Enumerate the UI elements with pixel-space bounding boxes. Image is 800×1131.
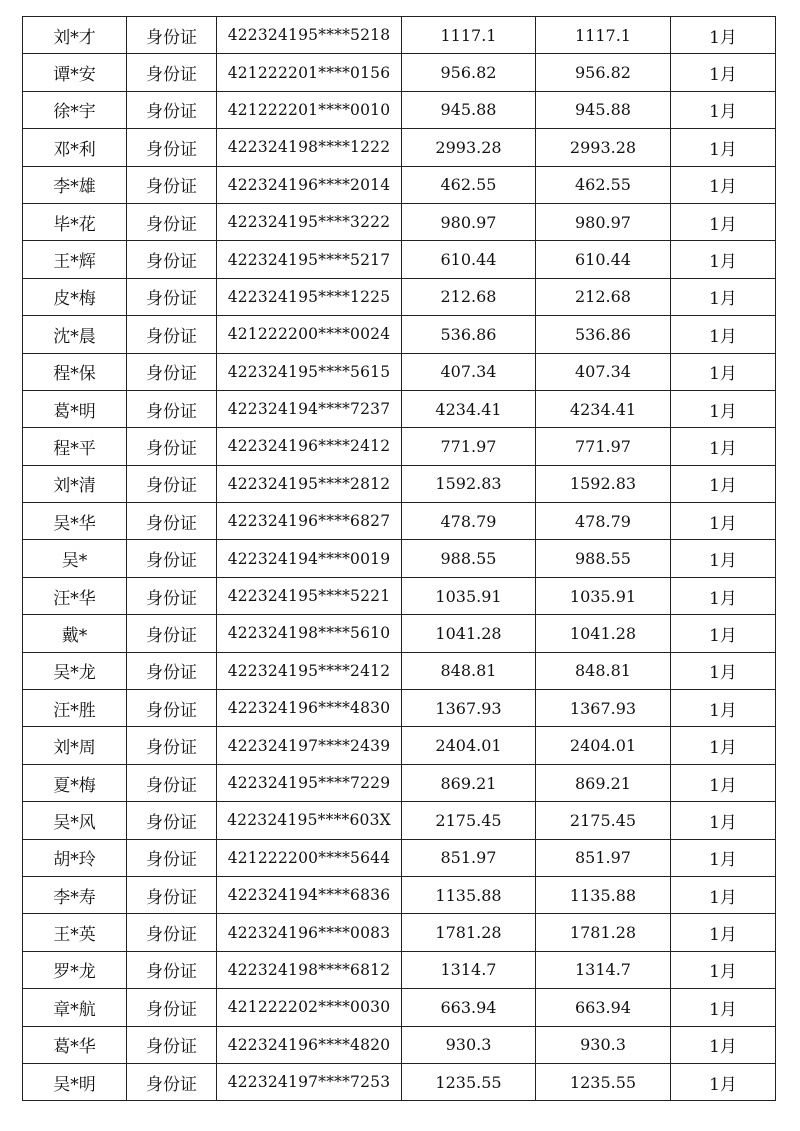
month-cell: 1月 (671, 203, 776, 240)
id-number-cell: 422324195****3222 (217, 203, 402, 240)
table-row (23, 390, 776, 427)
id-type-cell: 身份证 (127, 802, 217, 839)
month-cell: 1月 (671, 615, 776, 652)
amount-cell: 2993.28 (402, 129, 536, 166)
table-row (23, 166, 776, 203)
month-cell: 1月 (671, 465, 776, 502)
month-cell: 1月 (671, 876, 776, 913)
amount-cell: 980.97 (402, 203, 536, 240)
month-cell: 1月 (671, 278, 776, 315)
person-name-cell: 吴* (23, 540, 127, 577)
id-number-cell: 421222201****0156 (217, 54, 402, 91)
person-name-cell: 罗*龙 (23, 951, 127, 988)
amount-total-cell: 478.79 (536, 503, 671, 540)
id-number-cell: 422324197****7253 (217, 1063, 402, 1100)
id-number-cell: 422324194****6836 (217, 876, 402, 913)
table-row (23, 428, 776, 465)
table-row (23, 278, 776, 315)
person-name-cell: 徐*宇 (23, 91, 127, 128)
amount-cell: 212.68 (402, 278, 536, 315)
id-number-cell: 422324196****2014 (217, 166, 402, 203)
amount-cell: 848.81 (402, 652, 536, 689)
person-name-cell: 谭*安 (23, 54, 127, 91)
amount-cell: 1035.91 (402, 577, 536, 614)
id-type-cell: 身份证 (127, 876, 217, 913)
month-cell: 1月 (671, 166, 776, 203)
id-type-cell: 身份证 (127, 503, 217, 540)
records-table (22, 16, 776, 1101)
id-type-cell: 身份证 (127, 166, 217, 203)
table-row (23, 727, 776, 764)
person-name-cell: 刘*周 (23, 727, 127, 764)
month-cell: 1月 (671, 503, 776, 540)
amount-cell: 771.97 (402, 428, 536, 465)
id-number-cell: 422324195****2812 (217, 465, 402, 502)
month-cell: 1月 (671, 989, 776, 1026)
person-name-cell: 胡*玲 (23, 839, 127, 876)
id-type-cell: 身份证 (127, 241, 217, 278)
id-type-cell: 身份证 (127, 278, 217, 315)
person-name-cell: 王*辉 (23, 241, 127, 278)
table-row (23, 353, 776, 390)
id-number-cell: 422324195****7229 (217, 764, 402, 801)
table-row (23, 540, 776, 577)
amount-cell: 2404.01 (402, 727, 536, 764)
person-name-cell: 章*航 (23, 989, 127, 1026)
id-number-cell: 422324195****1225 (217, 278, 402, 315)
id-type-cell: 身份证 (127, 764, 217, 801)
id-type-cell: 身份证 (127, 17, 217, 54)
amount-cell: 2175.45 (402, 802, 536, 839)
id-number-cell: 421222200****0024 (217, 316, 402, 353)
amount-total-cell: 851.97 (536, 839, 671, 876)
amount-cell: 4234.41 (402, 390, 536, 427)
month-cell: 1月 (671, 353, 776, 390)
id-type-cell: 身份证 (127, 914, 217, 951)
amount-cell: 1135.88 (402, 876, 536, 913)
amount-total-cell: 930.3 (536, 1026, 671, 1063)
id-type-cell: 身份证 (127, 951, 217, 988)
id-type-cell: 身份证 (127, 316, 217, 353)
id-type-cell: 身份证 (127, 577, 217, 614)
person-name-cell: 程*平 (23, 428, 127, 465)
person-name-cell: 李*寿 (23, 876, 127, 913)
id-type-cell: 身份证 (127, 91, 217, 128)
amount-cell: 945.88 (402, 91, 536, 128)
amount-cell: 462.55 (402, 166, 536, 203)
person-name-cell: 吴*风 (23, 802, 127, 839)
amount-cell: 930.3 (402, 1026, 536, 1063)
amount-cell: 1781.28 (402, 914, 536, 951)
id-type-cell: 身份证 (127, 652, 217, 689)
id-type-cell: 身份证 (127, 727, 217, 764)
id-number-cell: 422324198****1222 (217, 129, 402, 166)
month-cell: 1月 (671, 428, 776, 465)
table-row (23, 241, 776, 278)
person-name-cell: 吴*龙 (23, 652, 127, 689)
amount-cell: 478.79 (402, 503, 536, 540)
amount-total-cell: 536.86 (536, 316, 671, 353)
month-cell: 1月 (671, 390, 776, 427)
table-row (23, 129, 776, 166)
month-cell: 1月 (671, 241, 776, 278)
amount-cell: 407.34 (402, 353, 536, 390)
amount-total-cell: 610.44 (536, 241, 671, 278)
person-name-cell: 葛*华 (23, 1026, 127, 1063)
person-name-cell: 刘*清 (23, 465, 127, 502)
amount-total-cell: 2175.45 (536, 802, 671, 839)
records-body (23, 17, 776, 1101)
table-row (23, 802, 776, 839)
table-row (23, 951, 776, 988)
id-type-cell: 身份证 (127, 540, 217, 577)
person-name-cell: 戴* (23, 615, 127, 652)
table-row (23, 577, 776, 614)
table-row (23, 615, 776, 652)
amount-total-cell: 1314.7 (536, 951, 671, 988)
amount-cell: 851.97 (402, 839, 536, 876)
table-row (23, 203, 776, 240)
amount-cell: 956.82 (402, 54, 536, 91)
id-number-cell: 422324196****4830 (217, 690, 402, 727)
amount-total-cell: 848.81 (536, 652, 671, 689)
table-row (23, 503, 776, 540)
month-cell: 1月 (671, 914, 776, 951)
person-name-cell: 皮*梅 (23, 278, 127, 315)
id-number-cell: 422324195****5218 (217, 17, 402, 54)
person-name-cell: 汪*胜 (23, 690, 127, 727)
person-name-cell: 葛*明 (23, 390, 127, 427)
table-row (23, 316, 776, 353)
amount-cell: 1117.1 (402, 17, 536, 54)
person-name-cell: 邓*利 (23, 129, 127, 166)
amount-total-cell: 771.97 (536, 428, 671, 465)
id-number-cell: 422324196****0083 (217, 914, 402, 951)
id-number-cell: 422324198****6812 (217, 951, 402, 988)
amount-total-cell: 462.55 (536, 166, 671, 203)
month-cell: 1月 (671, 764, 776, 801)
amount-cell: 663.94 (402, 989, 536, 1026)
amount-total-cell: 988.55 (536, 540, 671, 577)
amount-cell: 1367.93 (402, 690, 536, 727)
amount-total-cell: 1235.55 (536, 1063, 671, 1100)
id-number-cell: 422324195****5217 (217, 241, 402, 278)
table-row (23, 914, 776, 951)
month-cell: 1月 (671, 1026, 776, 1063)
id-type-cell: 身份证 (127, 353, 217, 390)
id-type-cell: 身份证 (127, 203, 217, 240)
amount-total-cell: 956.82 (536, 54, 671, 91)
month-cell: 1月 (671, 727, 776, 764)
id-type-cell: 身份证 (127, 1063, 217, 1100)
amount-total-cell: 1135.88 (536, 876, 671, 913)
amount-total-cell: 407.34 (536, 353, 671, 390)
amount-total-cell: 1592.83 (536, 465, 671, 502)
table-row (23, 652, 776, 689)
table-row (23, 876, 776, 913)
id-type-cell: 身份证 (127, 54, 217, 91)
amount-cell: 1041.28 (402, 615, 536, 652)
person-name-cell: 夏*梅 (23, 764, 127, 801)
month-cell: 1月 (671, 1063, 776, 1100)
id-type-cell: 身份证 (127, 129, 217, 166)
month-cell: 1月 (671, 802, 776, 839)
amount-cell: 610.44 (402, 241, 536, 278)
amount-cell: 1235.55 (402, 1063, 536, 1100)
table-row (23, 17, 776, 54)
amount-total-cell: 1117.1 (536, 17, 671, 54)
month-cell: 1月 (671, 54, 776, 91)
person-name-cell: 汪*华 (23, 577, 127, 614)
month-cell: 1月 (671, 129, 776, 166)
id-number-cell: 422324195****603X (217, 802, 402, 839)
id-number-cell: 422324198****5610 (217, 615, 402, 652)
id-number-cell: 422324194****7237 (217, 390, 402, 427)
table-row (23, 690, 776, 727)
id-type-cell: 身份证 (127, 615, 217, 652)
amount-total-cell: 945.88 (536, 91, 671, 128)
id-type-cell: 身份证 (127, 465, 217, 502)
id-number-cell: 422324196****4820 (217, 1026, 402, 1063)
amount-total-cell: 980.97 (536, 203, 671, 240)
amount-cell: 536.86 (402, 316, 536, 353)
amount-total-cell: 663.94 (536, 989, 671, 1026)
id-number-cell: 422324195****5615 (217, 353, 402, 390)
month-cell: 1月 (671, 577, 776, 614)
id-type-cell: 身份证 (127, 839, 217, 876)
table-row (23, 465, 776, 502)
month-cell: 1月 (671, 316, 776, 353)
table-row (23, 1026, 776, 1063)
amount-total-cell: 212.68 (536, 278, 671, 315)
person-name-cell: 刘*才 (23, 17, 127, 54)
month-cell: 1月 (671, 17, 776, 54)
amount-total-cell: 4234.41 (536, 390, 671, 427)
amount-cell: 1314.7 (402, 951, 536, 988)
id-number-cell: 422324196****2412 (217, 428, 402, 465)
id-number-cell: 421222201****0010 (217, 91, 402, 128)
amount-cell: 869.21 (402, 764, 536, 801)
id-number-cell: 422324194****0019 (217, 540, 402, 577)
month-cell: 1月 (671, 690, 776, 727)
table-row (23, 989, 776, 1026)
id-type-cell: 身份证 (127, 390, 217, 427)
amount-cell: 988.55 (402, 540, 536, 577)
month-cell: 1月 (671, 839, 776, 876)
amount-total-cell: 2993.28 (536, 129, 671, 166)
month-cell: 1月 (671, 91, 776, 128)
person-name-cell: 王*英 (23, 914, 127, 951)
person-name-cell: 吴*明 (23, 1063, 127, 1100)
amount-total-cell: 1041.28 (536, 615, 671, 652)
amount-total-cell: 869.21 (536, 764, 671, 801)
month-cell: 1月 (671, 540, 776, 577)
table-row (23, 91, 776, 128)
month-cell: 1月 (671, 652, 776, 689)
amount-total-cell: 2404.01 (536, 727, 671, 764)
amount-cell: 1592.83 (402, 465, 536, 502)
person-name-cell: 毕*花 (23, 203, 127, 240)
id-number-cell: 422324195****5221 (217, 577, 402, 614)
person-name-cell: 李*雄 (23, 166, 127, 203)
id-type-cell: 身份证 (127, 1026, 217, 1063)
table-row (23, 54, 776, 91)
amount-total-cell: 1035.91 (536, 577, 671, 614)
id-number-cell: 422324197****2439 (217, 727, 402, 764)
id-type-cell: 身份证 (127, 690, 217, 727)
id-type-cell: 身份证 (127, 989, 217, 1026)
id-number-cell: 422324196****6827 (217, 503, 402, 540)
amount-total-cell: 1781.28 (536, 914, 671, 951)
person-name-cell: 吴*华 (23, 503, 127, 540)
person-name-cell: 程*保 (23, 353, 127, 390)
id-number-cell: 422324195****2412 (217, 652, 402, 689)
amount-total-cell: 1367.93 (536, 690, 671, 727)
table-row (23, 839, 776, 876)
person-name-cell: 沈*晨 (23, 316, 127, 353)
id-number-cell: 421222200****5644 (217, 839, 402, 876)
month-cell: 1月 (671, 951, 776, 988)
id-type-cell: 身份证 (127, 428, 217, 465)
table-row (23, 1063, 776, 1100)
id-number-cell: 421222202****0030 (217, 989, 402, 1026)
table-row (23, 764, 776, 801)
